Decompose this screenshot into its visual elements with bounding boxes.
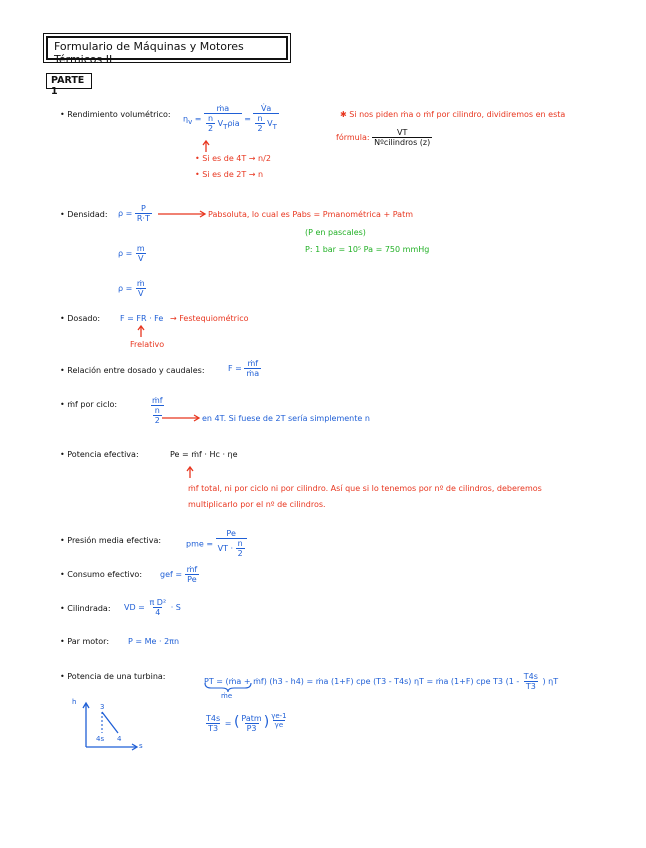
densidad-label: • Densidad:: [60, 210, 108, 219]
diagram-point-3: 3: [100, 703, 105, 711]
densidad-formula-3: ρ = $\frac{\text{ṁ}}{V̇}$: [118, 279, 145, 299]
mf-ciclo-note: en 4T. Si fuese de 2T sería simplemente n: [202, 414, 370, 423]
potencia-formula: Pe = ṁf · Hc · ηe: [170, 450, 238, 459]
dosado-formula: F = FR · Fe: [120, 314, 164, 323]
rendimiento-label: • Rendimiento volumétrico:: [60, 110, 171, 119]
rendimiento-formula: $\eta_v$ = ṁa $\frac{n}{2}$ $V_T\rho ia$ = V̇a $\frac{n}{2}$ $V_T$: [183, 104, 277, 134]
cilindrada-formula: VD = $\frac{\text{π D²}}{4}$ · S: [124, 598, 181, 618]
page-title: Formulario de Máquinas y Motores Térmicos II: [54, 40, 244, 66]
frel-note: Frelativo: [130, 340, 165, 349]
densidad-formula-1: ρ = $\frac{P}{R\cdot T}$: [118, 204, 150, 224]
mf-ciclo-label: • ṁf por ciclo:: [60, 400, 118, 409]
cyl-formula: fórmula: $\frac{VT}{\text{Nºcilindros (z)}}$: [336, 128, 431, 148]
diagram-h-label: h: [72, 698, 77, 706]
diagram-point-4s: 4s: [96, 735, 105, 743]
cyl-note: ✱ Si nos piden ṁa o ṁf por cilindro, dividiremos en esta: [340, 110, 566, 119]
bar-note: P: 1 bar = 10⁵ Pa = 750 mmHg: [305, 245, 430, 254]
festeq-note: → Festequiométrico: [170, 314, 249, 323]
pascales-note: (P en pascales): [305, 228, 366, 237]
par-label: • Par motor:: [60, 637, 110, 646]
turbina-formula: PT = (ṁa + ṁf) (h3 - h4) = ṁa (1+F) cpe (T3 - T4s) ηT = ṁa (1+F) cpe T3 (1 - $\frac{T4s}{T3}$ ) ηT: [204, 672, 559, 692]
presion-formula: pme = Pe VT · $\frac{n}{2}$: [186, 529, 247, 559]
pabs-text: Pabsoluta, lo cual es Pabs = Pmanométrica + Patm: [208, 210, 413, 219]
relacion-formula: F = $\frac{\text{ṁf}}{\text{ṁa}}$: [228, 359, 260, 379]
note-2t: • Si es de 2T → n: [195, 170, 264, 179]
consumo-label: • Consumo efectivo:: [60, 570, 143, 579]
relacion-label: • Relación entre dosado y caudales:: [60, 366, 205, 375]
mf-ciclo-formula: $\frac{\text{ṁf}}{\frac{n}{2}}$: [152, 396, 163, 426]
turbina-ratio: $\frac{T4s}{T3}$ = ( $\frac{\text{Patm}}{P3}$ ) $^{\frac{\gamma e-1}{\gamma e}}$: [206, 712, 287, 734]
par-formula: P = Me · 2πn: [128, 637, 180, 646]
potencia-note-1: ṁf total, ni por ciclo ni por cilindro. Así que si lo tenemos por nº de cilindros, deberemos: [188, 484, 542, 493]
turbina-label: • Potencia de una turbina:: [60, 672, 166, 681]
densidad-formula-2: ρ = $\frac{m}{V}$: [118, 244, 145, 264]
potencia-label: • Potencia efectiva:: [60, 450, 139, 459]
section-title: PARTE 1: [51, 75, 85, 97]
me-label: ṁe: [221, 692, 233, 700]
diagram-point-4: 4: [117, 735, 122, 743]
hs-diagram: [83, 703, 137, 750]
potencia-note-2: multiplicarlo por el nº de cilindros.: [188, 500, 326, 509]
note-4t: • Si es de 4T → n/2: [195, 154, 271, 163]
dosado-label: • Dosado:: [60, 314, 101, 323]
presion-label: • Presión media efectiva:: [60, 536, 162, 545]
cilindrada-label: • Cilindrada:: [60, 604, 111, 613]
consumo-formula: gef = $\frac{\text{ṁf}}{Pe}$: [160, 565, 198, 585]
diagram-s-label: s: [139, 742, 143, 750]
